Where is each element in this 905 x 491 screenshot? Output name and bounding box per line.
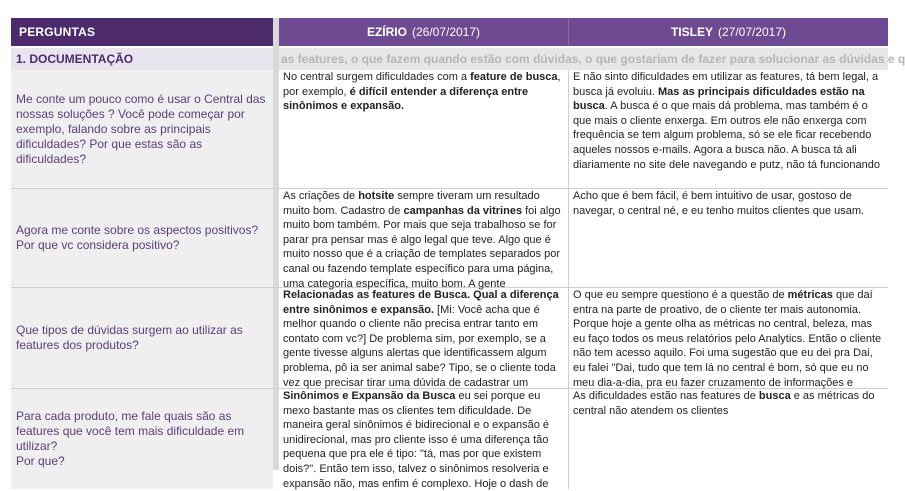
answer-text: que daí entra na parte de proativo, de o cliente ter mais autonomia. Porque hoje a gente olha as métricas no central, beleza, mas eu faço todos os meus relatórios pelo Analytics. Então o cliente não tem acesso aquilo. Foi uma sugestão que eu dei pra Dai, eu falei "Dai, tudo que tem lá no central é bom, só que eu no meu dia-a-dia, pra eu fazer cruzamento de informações e xyxy=(573,289,882,389)
answer-bold-text: é difícil entender a diferença entre sinônimos e expansão. xyxy=(283,85,529,113)
table-row xyxy=(11,288,888,389)
question-cell[interactable] xyxy=(11,189,273,287)
answer-text: E não sinto dificuldades em utilizar as features, tá bem legal, a busca já evoluiu. xyxy=(573,71,879,98)
answer-cell-ezirio[interactable] xyxy=(279,70,569,188)
answer-text: e as métricas do central não atendem os clientes xyxy=(573,390,875,417)
answer-cell-tisley[interactable] xyxy=(569,70,888,188)
answer-bold-text: Relacionadas as features de Busca. Qual a diferença entre sinônimos e expansão. xyxy=(283,289,559,316)
question-text: Agora me conte sobre os aspectos positivos? Por que vc considera positivo? xyxy=(16,223,259,252)
answer-cell-tisley[interactable] xyxy=(569,189,888,287)
answer-bold-text: feature de busca xyxy=(470,71,558,83)
question-text: Me conte um pouco como é usar o Central das nossas soluções ? Você pode começar por exemplo, falando sobre as principais dificuldades? Por que estas são as dificuldades? xyxy=(16,91,266,166)
answer-text: As criações de xyxy=(283,190,359,202)
answer-cell-tisley[interactable] xyxy=(569,389,888,489)
answer-bold-text: Mas as principais dificuldades estão na busca xyxy=(573,85,865,113)
answer-cell-ezirio[interactable] xyxy=(279,389,569,489)
header-ezirio-date: (26/07/2017) xyxy=(411,25,481,39)
header-ezirio[interactable] xyxy=(279,18,569,46)
answer-text: eu sei porque eu mexo bastante mas os clientes tem dificuldade. De maneira geral sinônimos é bidirecional e o expansão é unidirecional, mas pro cliente isso é uma diferença tão pequena que pra ele é tipo: "tá, mas por que existem dois?". Então tem isso, talvez o sinônimos resolveria e expansão não, mas enfim é complexo. Hoje o dash de xyxy=(283,390,549,490)
table-row xyxy=(11,389,888,489)
answer-cell-ezirio[interactable] xyxy=(279,288,569,388)
question-text: Para cada produto, me fale quais são as features que você tem mais dificuldade em utilizar? Por que? xyxy=(16,409,245,468)
answer-cell-tisley[interactable] xyxy=(569,288,888,388)
question-cell[interactable] xyxy=(11,70,273,188)
answer-text: As dificuldades estão nas features de xyxy=(573,390,759,402)
question-cell[interactable] xyxy=(11,288,273,388)
answer-bold-text: Sinônimos e Expansão da Busca xyxy=(283,390,456,402)
answer-bold-text: campanhas da vitrines xyxy=(403,204,523,217)
answer-text: foi algo muito bom também. Por mais que seja trabalhoso se for parar pra pensar mas é algo legal que teve. Algo que é muito nosso que é a criação de templates separados por canal ou fazendo template específico para uma página, uma categoria específica, muito bom. A gente xyxy=(283,204,561,290)
answer-bold-text: busca xyxy=(758,390,791,402)
header-ezirio-name: EZÍRIO xyxy=(366,25,407,39)
answer-bold-text: métricas xyxy=(787,289,833,301)
question-cell[interactable] xyxy=(11,389,273,489)
answer-bold-text: hotsite xyxy=(358,190,395,202)
header-tisley[interactable] xyxy=(569,18,888,46)
table-row xyxy=(11,189,888,288)
header-tisley-date: (27/07/2017) xyxy=(717,25,787,39)
section-title[interactable]: 1. DOCUMENTAÇÃO xyxy=(11,48,273,70)
table-row xyxy=(11,70,888,189)
header-tisley-name: TISLEY xyxy=(670,25,713,39)
answer-text: No central surgem dificuldades com a xyxy=(283,71,471,83)
answer-text: [Mi: Você acha que é melhor quando o cliente não precisa entrar tanto em contato com vc?] De problema sim, por exemplo, se a gente tivesse alguns alertas que identificassem algum problema, pô ia ser animal sabe? Tipo, se o cliente toda vez que precisar tirar uma dúvida de cadastrar um xyxy=(283,303,556,389)
answer-text: , por exemplo, xyxy=(283,71,561,98)
answer-text: Acho que é bem fácil, é bem intuitivo de usar, gostoso de navegar, o central né, e eu tenho muitos clientes que usam. xyxy=(573,190,865,217)
section-overflow-text[interactable]: as features, o que fazem quando estão com dúvidas, o que gostariam de fazer para solucionar as dúvidas e q xyxy=(279,48,888,70)
answer-cell-ezirio[interactable] xyxy=(279,189,569,290)
answer-text: sempre tiveram um resultado muito bom. Cadastro de xyxy=(283,190,540,217)
answer-text: O que eu sempre questiono é a questão de xyxy=(573,289,788,301)
header-questions[interactable]: PERGUNTAS xyxy=(11,18,273,46)
interview-spreadsheet xyxy=(11,18,905,490)
question-text: Que tipos de dúvidas surgem ao utilizar as features dos produtos? xyxy=(16,323,243,352)
answer-text: . A busca é o que mais dá problema, mas também é o que mais o cliente enxerga. Em outros ele não enxerga com frequência se tem algum problema, só se ele ficar recebendo aqueles nossos e-mails. Agora a busca não. A busca tá ali diariamente no site dele navegando e putz, não tá funcionando xyxy=(573,100,881,171)
